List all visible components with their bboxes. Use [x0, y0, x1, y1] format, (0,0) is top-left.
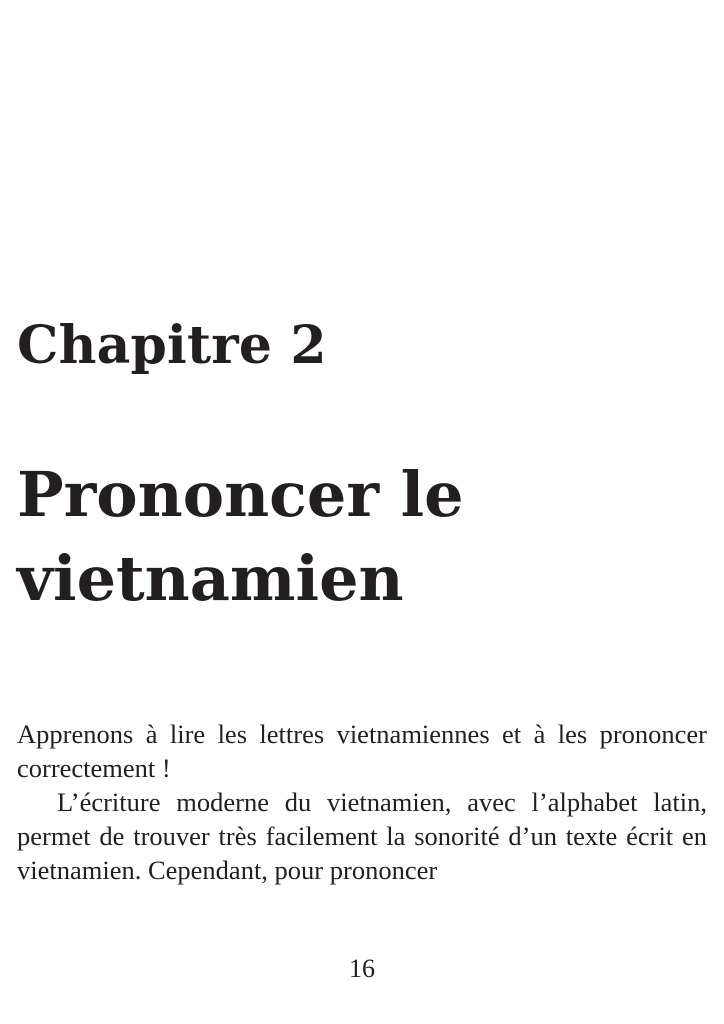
chapter-title-line-2: vietnamien — [17, 542, 404, 615]
paragraph-intro-text: Apprenons à lire les lettres vietnamiennes et à les prononcer correctement ! — [17, 719, 707, 783]
page-number: 16 — [349, 954, 375, 983]
paragraph-writing-text: L’écriture moderne du vietnamien, avec l’alphabet latin, permet de trouver très facilement la sonorité d’un texte écrit en vietnamien. Cependant, pour prononcer — [17, 787, 707, 885]
chapter-label: Chapitre 2 — [17, 315, 327, 376]
paragraph-writing — [17, 785, 707, 887]
body-text — [17, 717, 707, 887]
paragraph-intro — [17, 717, 707, 785]
chapter-title — [17, 453, 707, 621]
chapter-title-line-1: Prononcer le — [17, 458, 464, 531]
